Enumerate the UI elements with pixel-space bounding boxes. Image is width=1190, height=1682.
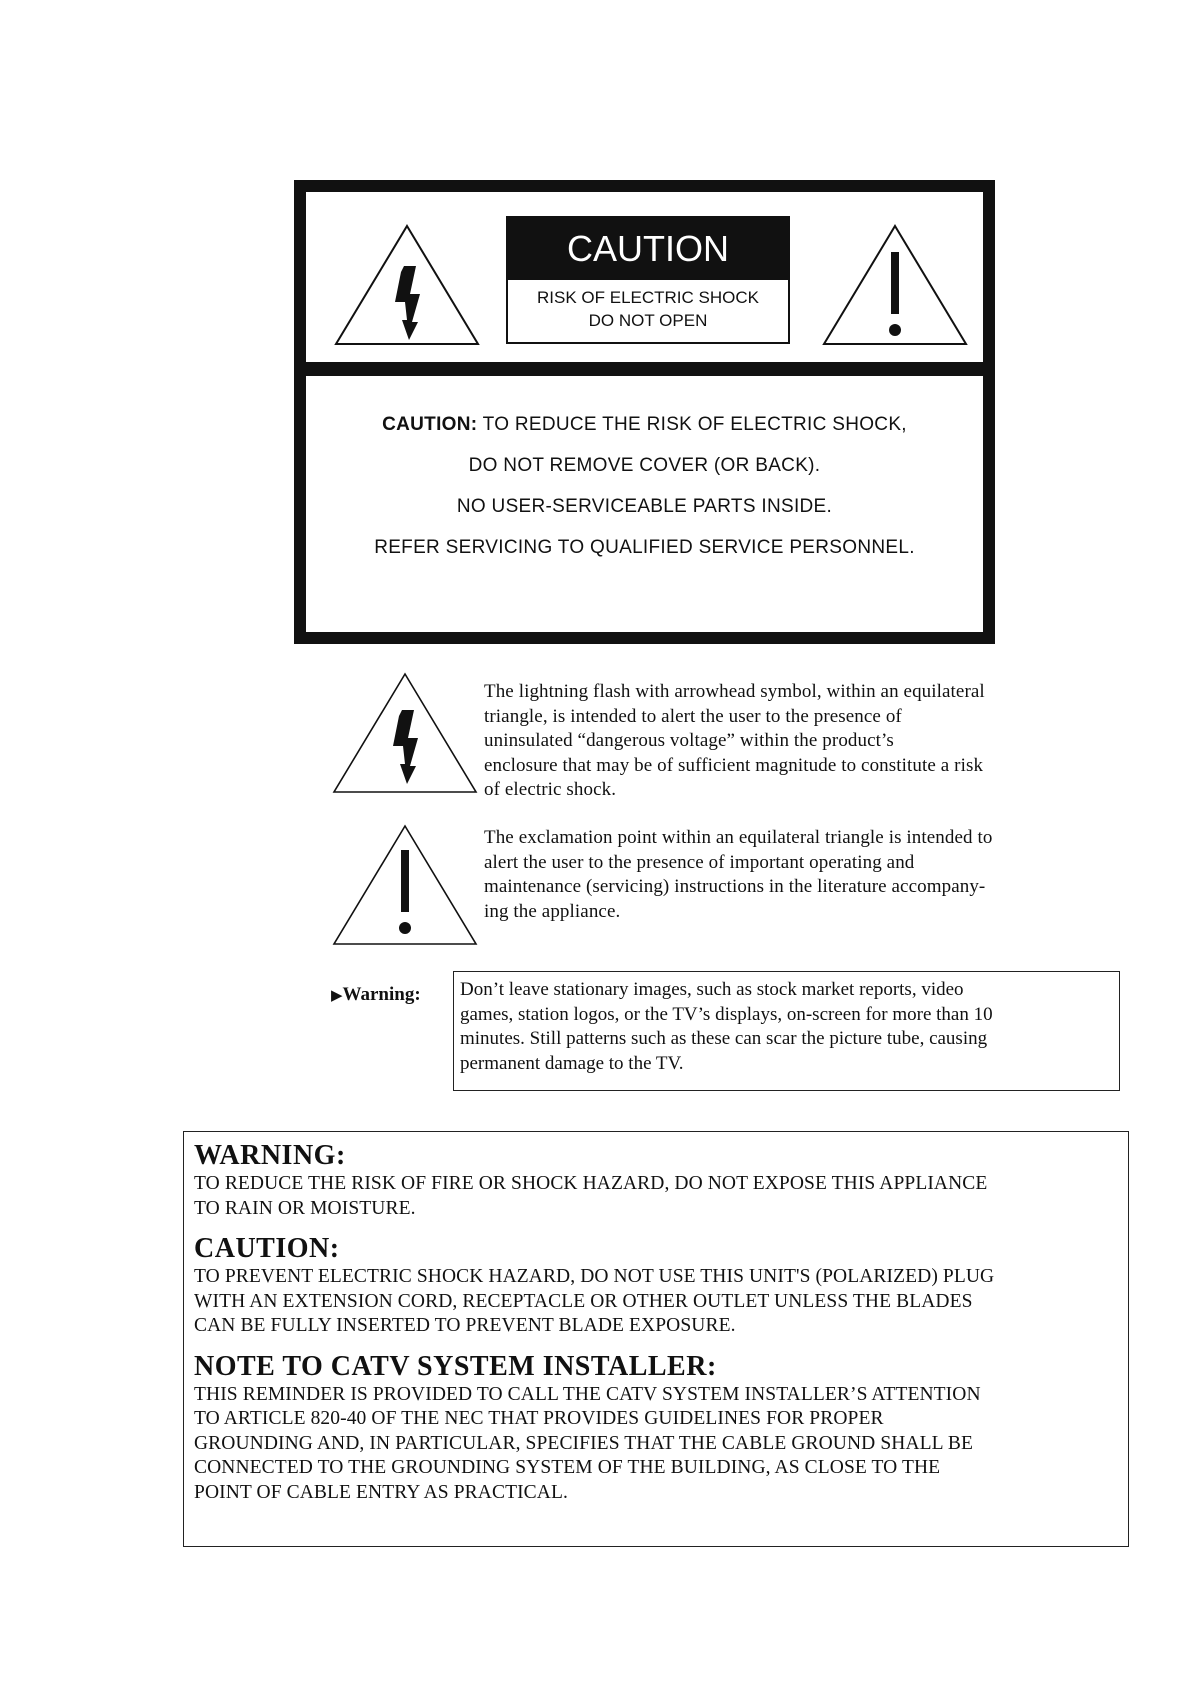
caution-body-line: WITH AN EXTENSION CORD, RECEPTACLE OR OTHER OUTLET UNLESS THE BLADES [194,1290,973,1312]
catv-body-line: CONNECTED TO THE GROUNDING SYSTEM OF THE BUILDING, AS CLOSE TO THE [194,1457,941,1478]
label-caution-prefix: CAUTION: [382,414,478,435]
warning-body-line: TO REDUCE THE RISK OF FIRE OR SHOCK HAZARD, DO NOT EXPOSE THIS APPLIANCE [194,1173,988,1194]
warning-body [194,1172,1118,1221]
caution-plate [506,216,790,344]
lightning-symbol-icon [330,670,480,796]
warning-text-line: permanent damage to the TV. [460,1052,684,1074]
catv-body-line: POINT OF CABLE ENTRY AS PRACTICAL. [194,1481,568,1503]
exclamation-text-line: alert the user to the presence of important operating and [484,851,915,873]
label-line-2: DO NOT REMOVE COVER (OR BACK). [468,455,821,476]
label-line-4: REFER SERVICING TO QUALIFIED SERVICE PERSONNEL. [374,537,915,558]
caution-label [294,180,995,644]
arrow-right-icon: ▶ [331,986,343,1004]
catv-note-body [194,1383,1118,1506]
burn-in-warning-box [453,971,1120,1091]
label-line-1-rest: TO REDUCE THE RISK OF ELECTRIC SHOCK, [477,414,907,435]
exclamation-text-line: ing the appliance. [484,900,621,922]
warning-text-line: Don’t leave stationary images, such as stock market reports, video [460,979,964,1000]
plate-line-do-not-open: DO NOT OPEN [588,311,708,330]
exclamation-symbol-icon [330,822,480,948]
caution-label-upper [306,192,983,362]
catv-note-title: NOTE TO CATV SYSTEM INSTALLER: [194,1350,717,1382]
lightning-text-line: uninsulated “dangerous voltage” within the product’s [484,730,894,751]
warning-label: Warning: [342,984,421,1005]
warning-text-line: games, station logos, or the TV’s displays, on-screen for more than 10 [460,1003,993,1025]
lightning-text-line: enclosure that may be of sufficient magnitude to constitute a risk [484,754,984,776]
hazard-notice-box [183,1131,1129,1547]
caution-plate-subtitle [508,280,788,332]
lightning-warning-icon [332,222,482,348]
label-divider-band [306,362,983,376]
catv-body-line: TO ARTICLE 820-40 OF THE NEC THAT PROVIDES GUIDELINES FOR PROPER [194,1408,884,1429]
plate-line-risk: RISK OF ELECTRIC SHOCK [537,288,759,307]
catv-note-section [194,1351,1118,1506]
caution-body-line: TO PREVENT ELECTRIC SHOCK HAZARD, DO NOT USE THIS UNIT'S (POLARIZED) PLUG [194,1266,995,1287]
caution-body [194,1265,1118,1339]
warning-text-line: minutes. Still patterns such as these can scar the picture tube, causing [460,1028,988,1049]
caution-label-text [320,376,969,632]
warning-label-row [331,984,421,1006]
lightning-text-line: triangle, is intended to alert the user to the presence of [484,705,902,727]
exclamation-warning-icon [820,222,970,348]
lightning-text-line: The lightning flash with arrowhead symbol, within an equilateral [484,681,985,702]
catv-body-line: GROUNDING AND, IN PARTICULAR, SPECIFIES THAT THE CABLE GROUND SHALL BE [194,1432,974,1454]
caution-title: CAUTION: [194,1233,340,1264]
exclamation-text-line: The exclamation point within an equilateral triangle is intended to [484,827,993,848]
label-line-1 [320,414,969,436]
caution-plate-title: CAUTION [508,218,788,280]
warning-title: WARNING: [194,1140,346,1171]
exclamation-symbol-description [484,826,1134,924]
exclamation-text-line: maintenance (servicing) instructions in the literature accompany- [484,876,986,897]
caution-section [194,1233,1118,1339]
warning-body-line: TO RAIN OR MOISTURE. [194,1197,416,1219]
label-line-3: NO USER-SERVICEABLE PARTS INSIDE. [456,496,833,517]
lightning-text-line: of electric shock. [484,779,617,800]
caution-body-line: CAN BE FULLY INSERTED TO PREVENT BLADE EXPOSURE. [194,1315,736,1336]
catv-body-line: THIS REMINDER IS PROVIDED TO CALL THE CATV SYSTEM INSTALLER’S ATTENTION [194,1383,981,1405]
lightning-symbol-description [484,680,1124,803]
warning-section [194,1140,1118,1221]
